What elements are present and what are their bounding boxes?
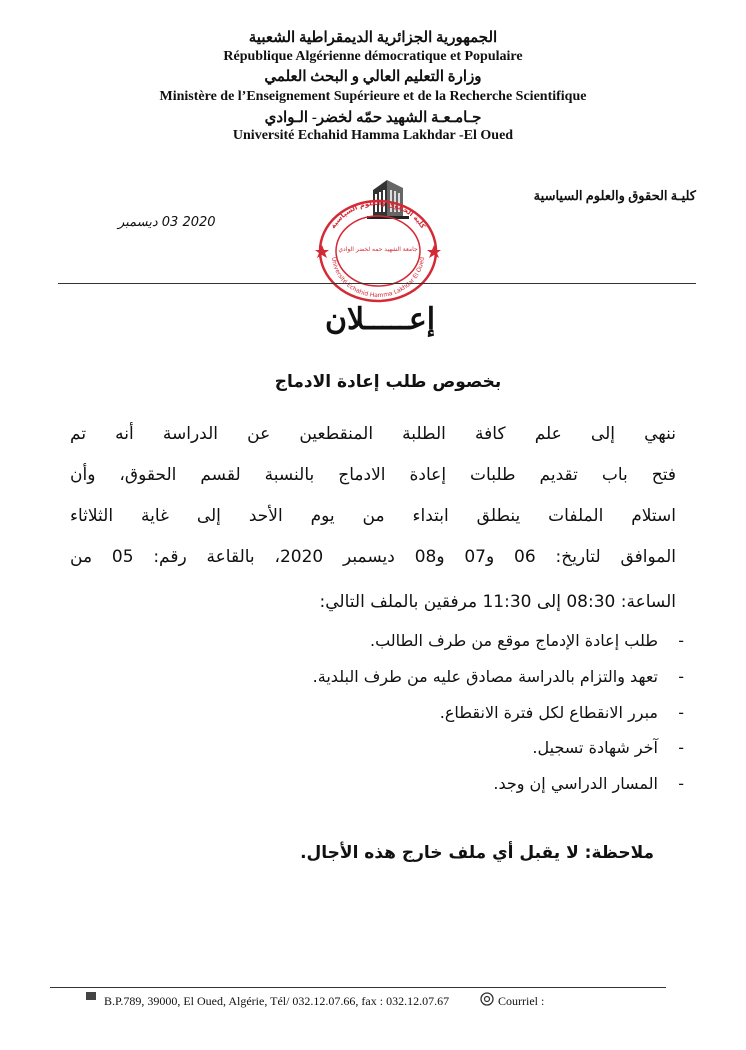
svg-text:كلية الحقوق والعلوم السياسية <box>329 199 428 231</box>
body-line: الموافق لتاريخ: 06 و07 و08 ديسمبر 2020، بالقاعة رقم: 05 من <box>70 547 676 567</box>
stamp-outer-text: كلية الحقوق والعلوم السياسية <box>328 198 428 231</box>
ministry-title-fr: Ministère de l’Enseignement Supérieure et de la Recherche Scientifique <box>159 89 587 104</box>
body-line: الساعة: 08:30 إلى 11:30 مرفقين بالملف التالي: <box>319 592 676 612</box>
requirement-item: - تعهد والتزام بالدراسة مصادق عليه من طرف البلدية. <box>312 667 684 686</box>
document-date: 2020 03 ديسمبر <box>118 215 216 230</box>
announcement-subject: بخصوص طلب إعادة الادماج <box>274 372 502 392</box>
republic-title-ar: الجمهورية الجزائرية الديمقراطية الشعبية <box>248 30 498 46</box>
note-text: ملاحظة: لا يقبل أي ملف خارج هذه الأجال. <box>300 843 654 863</box>
phone-icon <box>86 992 96 1000</box>
stamp-inner-text: جامعة الشهيد حمه لخضر الوادي <box>338 246 418 253</box>
faculty-name: كليـة الحقوق والعلوم السياسية <box>533 188 696 203</box>
announcement-title: إعـــــلان <box>324 303 436 336</box>
footer-address: B.P.789, 39000, El Oued, Algérie, Tél/ 032.12.07.66, fax : 032.12.07.67 <box>104 994 450 1008</box>
requirement-item: - آخر شهادة تسجيل. <box>532 738 684 757</box>
body-line: استلام الملفات ينطلق ابتداء من يوم الأحد إلى غاية الثلاثاء <box>70 506 676 526</box>
requirement-item: - مبرر الانقطاع لكل فترة الانقطاع. <box>439 703 684 722</box>
body-line: ننهي إلى علم كافة الطلبة المنقطعين عن الدراسة أنه تم <box>70 424 676 444</box>
header-divider <box>58 283 696 284</box>
footer-divider <box>50 987 666 988</box>
body-line: فتح باب تقديم طلبات إعادة الادماج بالنسبة لقسم الحقوق، وأن <box>70 465 676 485</box>
requirement-item: - طلب إعادة الإدماج موقع من طرف الطالب. <box>370 631 684 650</box>
footer-email-label: Courriel : <box>498 994 545 1008</box>
stamp-fr-text: Université Echahid Hamma Lakhdar El Oued <box>330 256 426 300</box>
email-icon <box>479 992 495 1006</box>
university-title-fr: Université Echahid Hamma Lakhdar -El Oued <box>232 128 514 143</box>
official-stamp <box>312 193 444 305</box>
university-title-ar: جـامـعـة الشهيد حمّه لخضر- الـوادي <box>264 110 482 126</box>
requirement-item: - المسار الدراسي إن وجد. <box>493 774 684 793</box>
ministry-title-ar: وزارة التعليم العالي و البحث العلمي <box>264 69 482 85</box>
republic-title-fr: République Algérienne démocratique et Populaire <box>223 49 523 64</box>
